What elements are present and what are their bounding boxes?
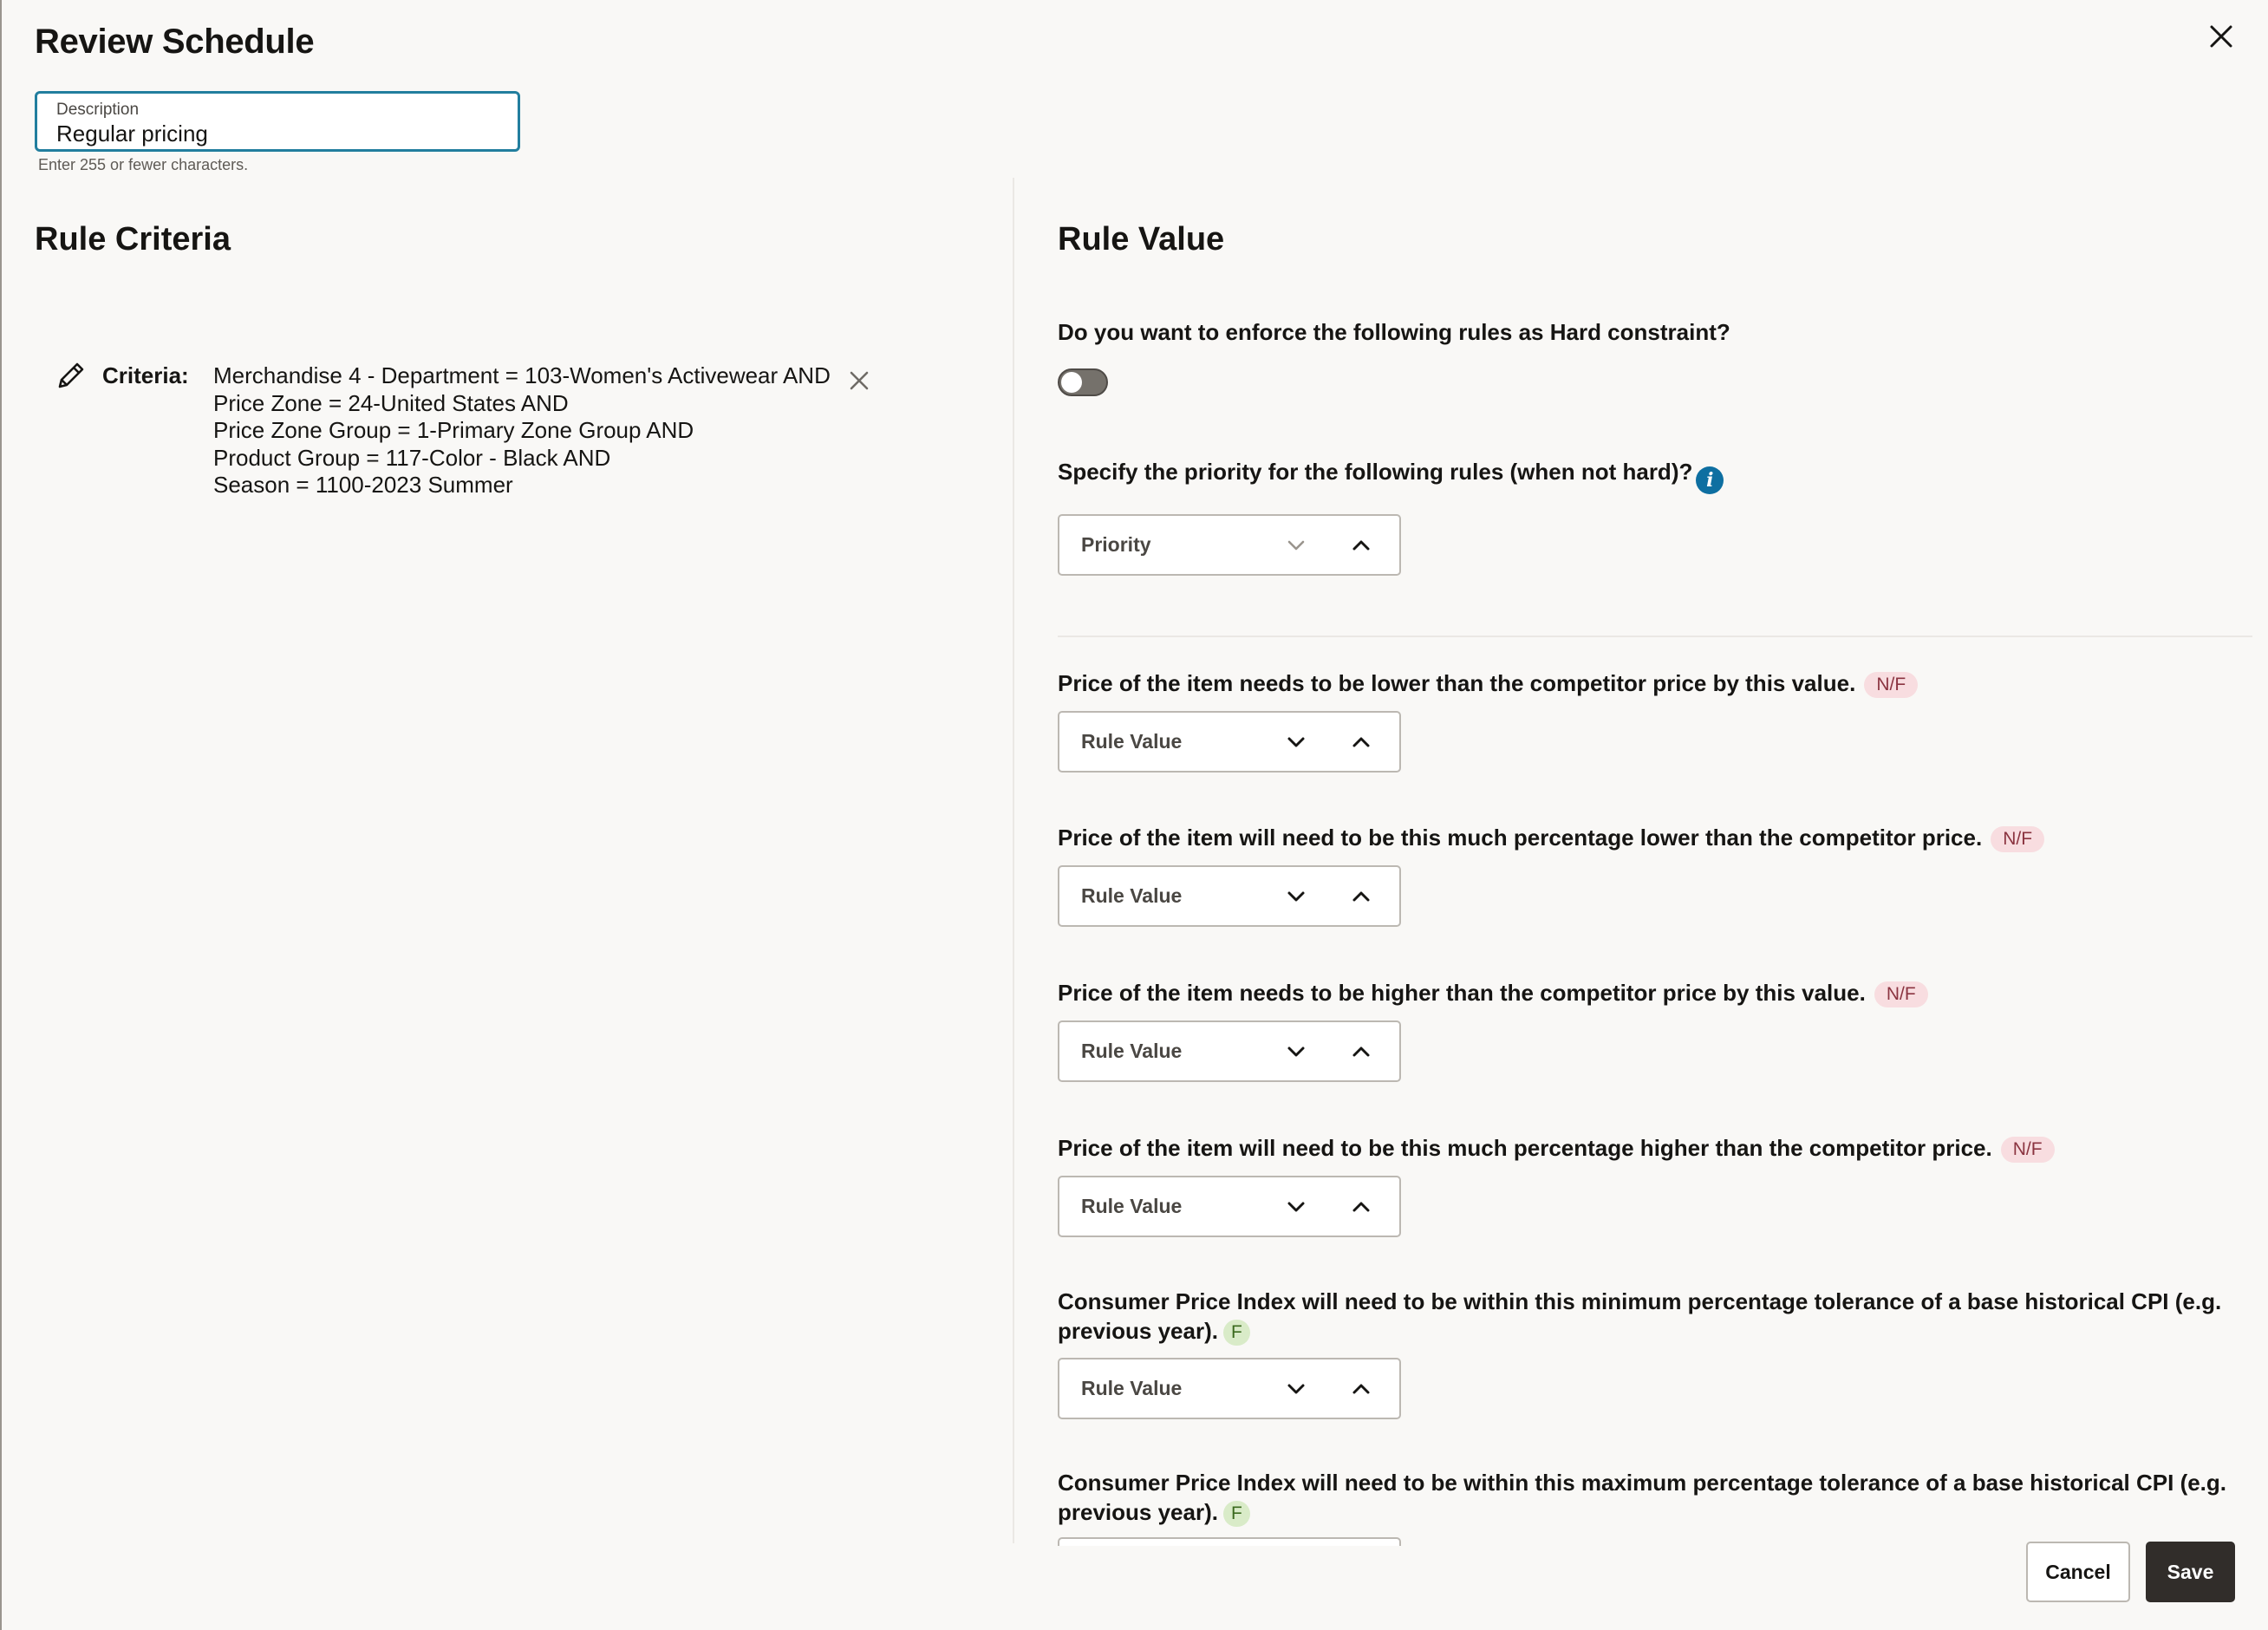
pencil-icon <box>54 358 88 393</box>
section-divider <box>1058 636 2252 637</box>
rule-value-placeholder: Rule Value <box>1081 730 1183 753</box>
functional-badge: F <box>1223 1320 1250 1346</box>
chevron-up-icon[interactable] <box>1346 1036 1377 1067</box>
edit-criteria-button[interactable] <box>54 358 88 393</box>
rule-value-placeholder: Rule Value <box>1081 884 1183 907</box>
rule-question-text: Price of the item needs to be higher than the competitor price by this value. <box>1058 980 1866 1006</box>
chevron-down-icon <box>1281 530 1312 561</box>
priority-placeholder: Priority <box>1081 533 1151 556</box>
rule-question-text: Price of the item will need to be this much percentage lower than the competitor price. <box>1058 825 1983 851</box>
criteria-line: Price Zone = 24-United States AND <box>213 389 569 416</box>
rule-question-text: Consumer Price Index will need to be within this minimum percentage tolerance of a base historical CPI (e.g. previous year). <box>1058 1288 2222 1344</box>
non-functional-badge: N/F <box>1991 826 2044 852</box>
description-field[interactable] <box>35 91 520 152</box>
rule-question <box>1058 668 1918 698</box>
rule-value-select[interactable] <box>1058 1537 1401 1546</box>
priority-question-row <box>1058 457 1724 494</box>
chevron-down-icon <box>1281 1036 1312 1067</box>
rule-question <box>1058 1133 2055 1163</box>
chevron-down-icon <box>1281 881 1312 912</box>
non-functional-badge: N/F <box>1864 672 1918 698</box>
info-icon[interactable]: i <box>1696 466 1724 494</box>
rule-value-select[interactable] <box>1058 1358 1401 1419</box>
remove-criteria-button[interactable] <box>843 364 876 397</box>
rule-value-select[interactable] <box>1058 865 1401 927</box>
functional-badge: F <box>1223 1501 1250 1527</box>
criteria-line: Price Zone Group = 1-Primary Zone Group AND <box>213 417 694 443</box>
chevron-up-icon[interactable] <box>1346 881 1377 912</box>
chevron-down-icon <box>1281 1373 1312 1405</box>
close-dialog-button[interactable] <box>2200 16 2242 57</box>
rule-question <box>1058 1287 2254 1346</box>
priority-question: Specify the priority for the following rules (when not hard)? <box>1058 459 1693 485</box>
rule-value-title: Rule Value <box>1058 221 1225 258</box>
chevron-up-icon[interactable] <box>1346 530 1377 561</box>
save-button[interactable]: Save <box>2146 1542 2235 1602</box>
rule-value-placeholder: Rule Value <box>1081 1040 1183 1062</box>
criteria-line: Season = 1100-2023 Summer <box>213 472 513 498</box>
criteria-text <box>213 362 831 499</box>
chevron-up-icon[interactable] <box>1346 1191 1377 1222</box>
priority-select[interactable] <box>1058 514 1401 576</box>
rule-question <box>1058 823 2044 852</box>
non-functional-badge: N/F <box>2001 1137 2055 1163</box>
criteria-label: Criteria: <box>102 362 189 388</box>
rule-question-text: Price of the item needs to be lower than the competitor price by this value. <box>1058 670 1856 696</box>
close-icon <box>850 371 869 390</box>
cancel-button[interactable]: Cancel <box>2026 1542 2130 1602</box>
chevron-up-icon[interactable] <box>1346 727 1377 758</box>
description-label: Description <box>56 101 140 119</box>
chevron-down-icon <box>1281 1191 1312 1222</box>
rule-value-select[interactable] <box>1058 711 1401 773</box>
description-input[interactable] <box>56 121 499 147</box>
rule-value-placeholder: Rule Value <box>1081 1195 1183 1217</box>
rule-value-select[interactable] <box>1058 1176 1401 1237</box>
rule-value-placeholder: Rule Value <box>1081 1377 1183 1399</box>
rule-question-text: Price of the item will need to be this much percentage higher than the competitor price. <box>1058 1135 1992 1161</box>
criteria-line: Product Group = 117-Color - Black AND <box>213 444 611 471</box>
description-helper-text: Enter 255 or fewer characters. <box>38 156 249 173</box>
non-functional-badge: N/F <box>1874 981 1928 1007</box>
rule-criteria-title: Rule Criteria <box>35 221 231 258</box>
criteria-line: Merchandise 4 - Department = 103-Women's Activewear AND <box>213 362 831 388</box>
dialog-title: Review Schedule <box>35 23 315 61</box>
rule-question <box>1058 1468 2254 1527</box>
toggle-knob <box>1061 372 1082 393</box>
hard-constraint-toggle[interactable] <box>1058 368 1108 396</box>
close-icon <box>2208 23 2234 49</box>
hard-constraint-question: Do you want to enforce the following rules as Hard constraint? <box>1058 319 1730 345</box>
column-divider <box>1013 178 1014 1543</box>
rule-value-select[interactable] <box>1058 1020 1401 1082</box>
chevron-up-icon[interactable] <box>1346 1373 1377 1405</box>
rule-question-text: Consumer Price Index will need to be within this maximum percentage tolerance of a base historical CPI (e.g. previous year). <box>1058 1470 2227 1525</box>
rule-question <box>1058 978 1928 1007</box>
chevron-down-icon <box>1281 727 1312 758</box>
